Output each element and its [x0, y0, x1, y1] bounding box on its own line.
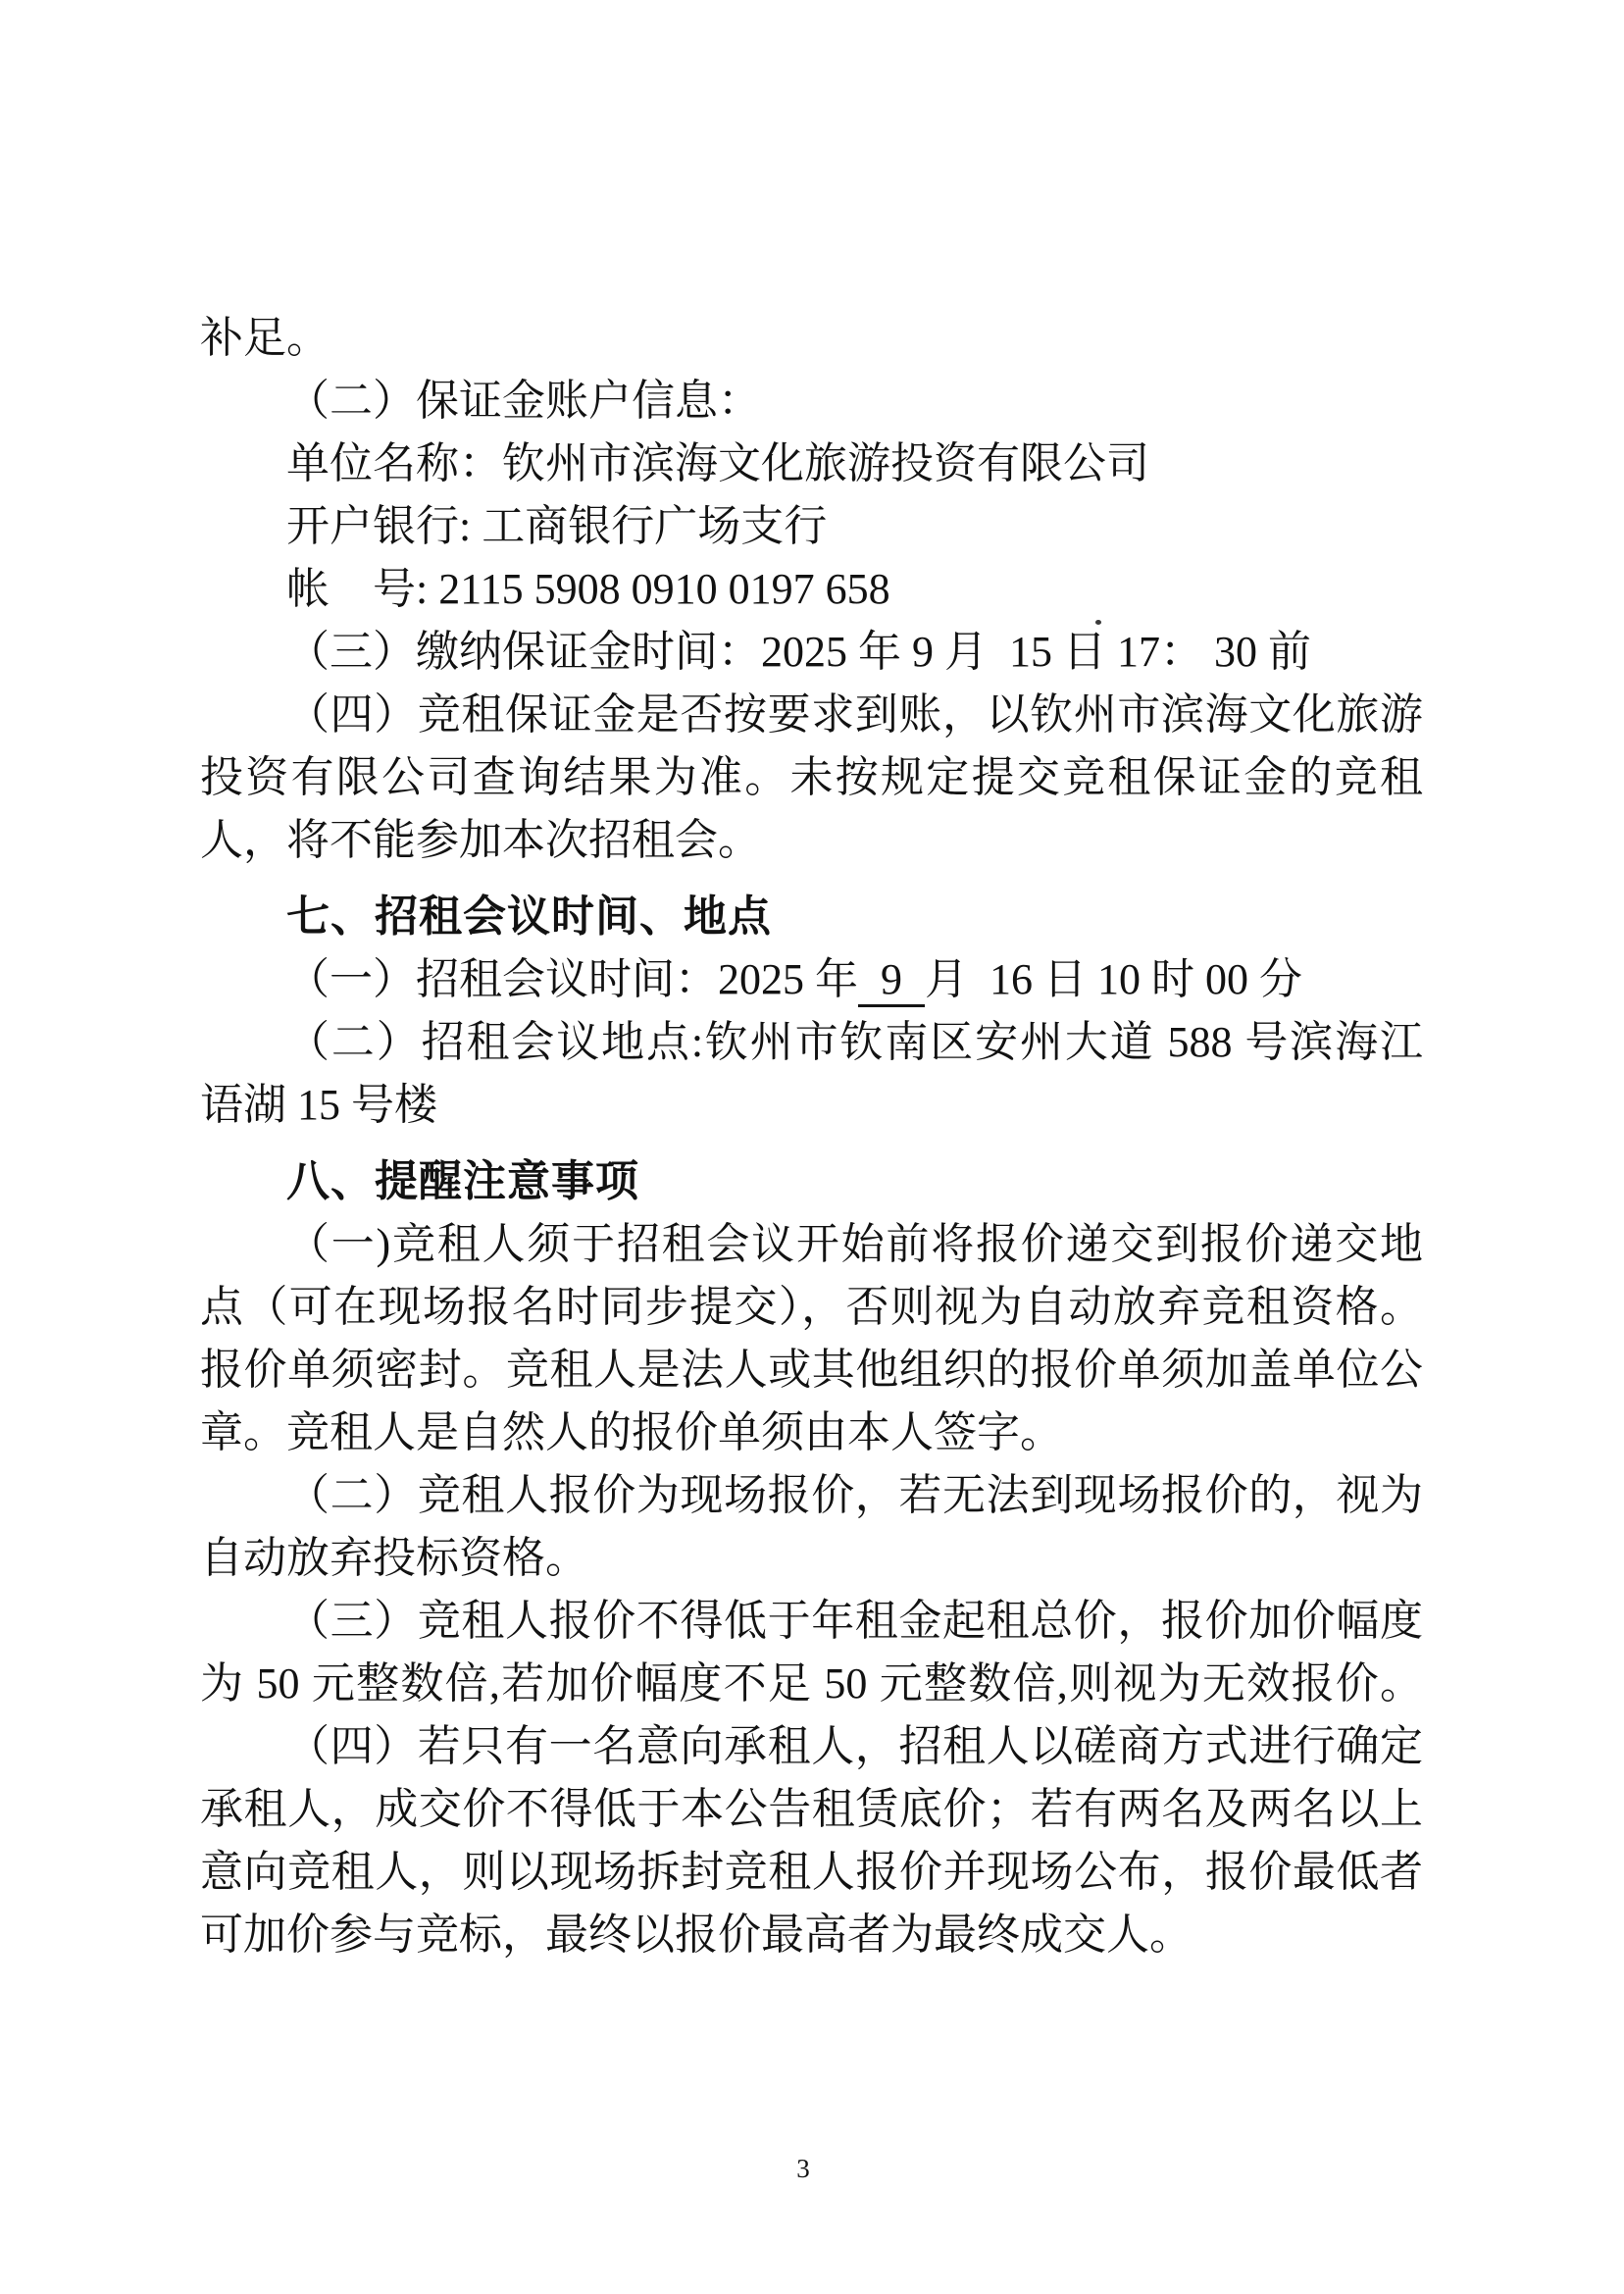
line-note1-1: （一)竞租人须于招租会议开始前将报价递交到报价递交地 — [286, 1220, 1423, 1268]
line-note1-3: 报价单须密封。竞租人是法人或其他组织的报价单须加盖单位公 — [200, 1346, 1423, 1394]
line-account-number: 帐 号: 2115 5908 0910 0197 658 — [286, 565, 890, 613]
line-meeting-place-1: （二）招租会议地点:钦州市钦南区安州大道 588 号滨海江 — [286, 1018, 1423, 1066]
line-item4-1: （四）竞租保证金是否按要求到账，以钦州市滨海文化旅游 — [286, 690, 1423, 739]
line-item4-2: 投资有限公司查询结果为准。未按规定提交竞租保证金的竞租 — [200, 753, 1423, 801]
scan-artifact — [1095, 620, 1101, 625]
section-heading-8: 八、提醒注意事项 — [286, 1157, 639, 1205]
line-note1-4: 章。竞租人是自然人的报价单须由本人签字。 — [200, 1408, 1063, 1456]
page-number: 3 — [796, 2154, 810, 2183]
line-meeting-place-2: 语湖 15 号楼 — [200, 1081, 437, 1129]
line-bank-name: 开户银行: 工商银行广场支行 — [286, 502, 828, 550]
line-note4-4: 可加价参与竞标，最终以报价最高者为最终成交人。 — [200, 1911, 1193, 1959]
text-segment: 月 16 日 10 时 00 分 — [925, 955, 1302, 1003]
line-note3-2: 为 50 元整数倍,若加价幅度不足 50 元整数倍,则视为无效报价。 — [200, 1659, 1423, 1708]
line-deposit-deadline: （三）缴纳保证金时间：2025 年 9 月 15 日 17： 30 前 — [286, 628, 1311, 676]
underlined-blank: 9 — [858, 955, 925, 1007]
text-segment: （一）招租会议时间：2025 年 — [286, 955, 858, 1003]
line-note2-2: 自动放弃投标资格。 — [200, 1534, 588, 1582]
line-meeting-time — [200, 948, 1423, 1011]
line-deposit-account-info-heading: （二）保证金账户信息： — [286, 377, 761, 425]
line-note4-1: （四）若只有一名意向承租人，招租人以磋商方式进行确定 — [286, 1722, 1423, 1770]
line-note4-2: 承租人，成交价不得低于本公告租赁底价；若有两名及两名以上 — [200, 1785, 1423, 1833]
line-item4-3: 人，将不能参加本次招租会。 — [200, 816, 761, 864]
line-note2-1: （二）竞租人报价为现场报价，若无法到现场报价的，视为 — [286, 1471, 1423, 1519]
line-company-name: 单位名称：钦州市滨海文化旅游投资有限公司 — [286, 439, 1149, 487]
line-note4-3: 意向竞租人，则以现场拆封竞租人报价并现场公布，报价最低者 — [200, 1848, 1423, 1896]
line-note3-1: （三）竞租人报价不得低于年租金起租总价，报价加价幅度 — [286, 1597, 1423, 1645]
section-heading-7: 七、招租会议时间、地点 — [286, 892, 772, 941]
line-note1-2: 点（可在现场报名时同步提交），否则视为自动放弃竞租资格。 — [200, 1283, 1423, 1331]
document-body — [200, 307, 1423, 1966]
line-buzuo: 补足。 — [200, 314, 330, 362]
